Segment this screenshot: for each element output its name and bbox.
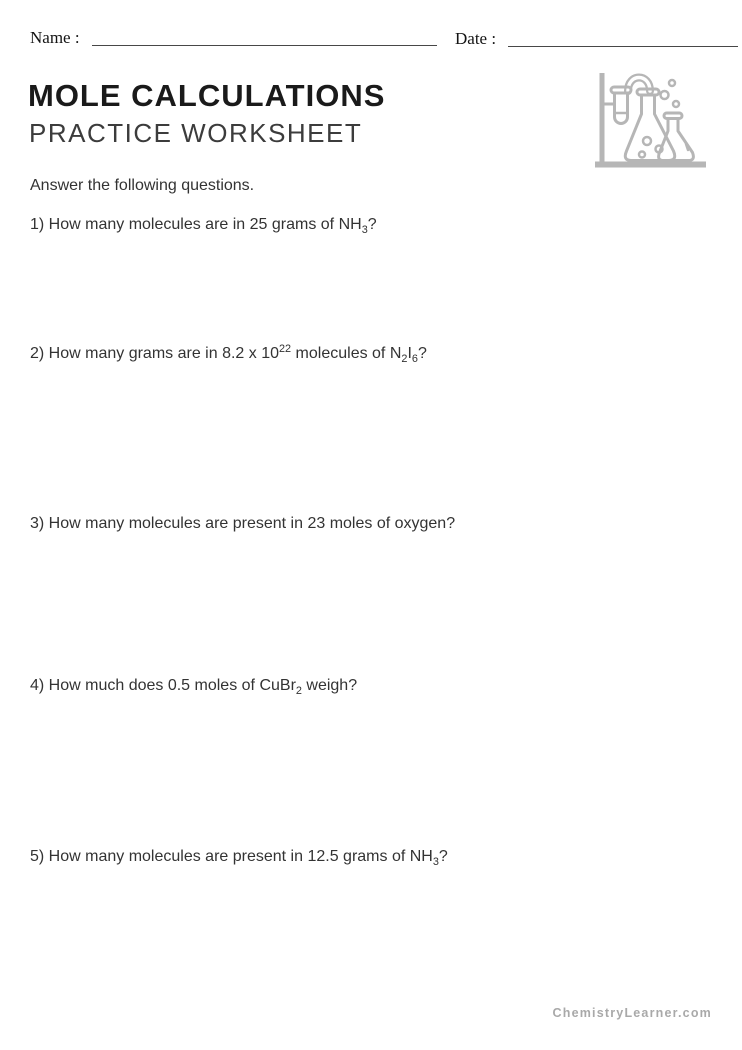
name-label: Name : [30,28,80,47]
footer-site-text: ChemistryLearner.com [552,1006,712,1020]
page-subtitle: PRACTICE WORKSHEET [29,118,363,148]
page-title: MOLE CALCULATIONS [28,78,386,113]
date-fill-line [508,46,738,47]
question-text: 2) How many grams are in 8.2 x $10^{22}$ molecules of $N_2I_6$? [30,343,427,365]
question-text: 4) How much does 0.5 moles of CuBr$_2$ weigh? [30,677,358,697]
date-label: Date : [455,29,497,48]
question-text: 3) How many molecules are present in 23 moles of oxygen? [30,515,456,532]
question-text: 5) How many molecules are present in 12.5 grams of $NH_3$? [30,848,448,868]
chemistry-lab-icon [593,64,708,176]
name-fill-line [92,45,437,46]
question-text: 1) How many molecules are in 25 grams of $NH_3$? [30,216,377,236]
instructions-text: Answer the following questions. [30,177,255,194]
